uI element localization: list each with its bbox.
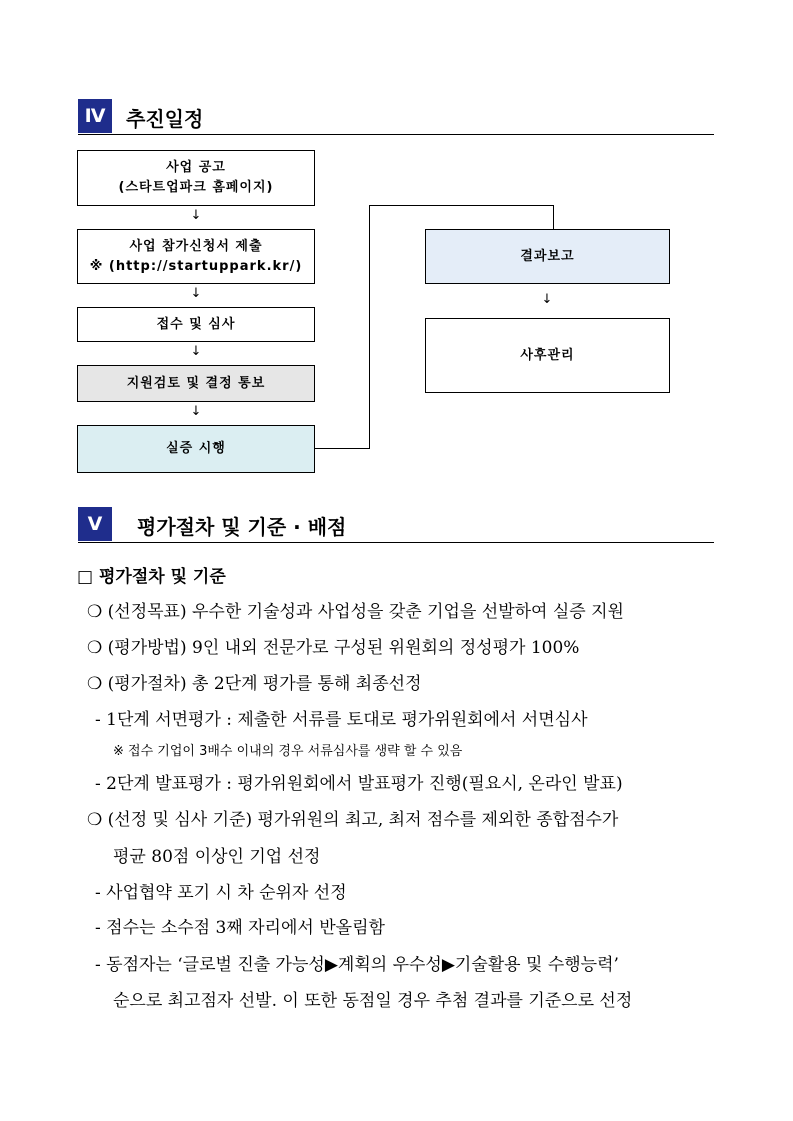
arrow-down-icon: ↓ (541, 292, 553, 307)
arrow-down-icon: ↓ (190, 344, 202, 359)
section-number-badge: Ⅳ (78, 99, 112, 133)
dash-line: - 사업협약 포기 시 차 순위자 선정 (95, 883, 347, 903)
dash-line: - 점수는 소수점 3째 자리에서 반올림함 (95, 918, 385, 938)
continuation-line: 평균 80점 이상인 기업 선정 (113, 847, 321, 867)
flow-step-label: 사업 참가신청서 제출 (129, 238, 263, 254)
dash-line: - 2단계 발표평가 : 평가위원회에서 발표평가 진행(필요시, 온라인 발표) (95, 774, 623, 794)
flow-step-sublabel: ※ (http://startuppark.kr/) (89, 258, 303, 274)
flow-step-label: 지원검토 및 결정 통보 (126, 375, 266, 391)
flow-step-label: 결과보고 (520, 248, 575, 264)
flow-step-announcement (77, 150, 315, 206)
connector-line (369, 205, 370, 449)
flow-step-label: 실증 시행 (166, 441, 226, 456)
continuation-line: 순으로 최고점자 선발. 이 또한 동점일 경우 추첨 결과를 기준으로 선정 (113, 991, 633, 1011)
flow-step-report (425, 229, 670, 284)
dash-line: - 1단계 서면평가 : 제출한 서류를 토대로 평가위원회에서 서면심사 (95, 710, 588, 730)
connector-line (553, 205, 554, 230)
arrow-down-icon: ↓ (190, 286, 202, 301)
arrow-down-icon: ↓ (190, 404, 202, 419)
connector-line (315, 448, 370, 449)
flow-step-review (77, 307, 315, 342)
flow-step-application (77, 229, 315, 284)
flow-step-label: 사후관리 (520, 347, 575, 363)
bullet-line: ❍ (평가절차) 총 2단계 평가를 통해 최종선정 (87, 674, 422, 694)
sub-heading: □ 평가절차 및 기준 (77, 567, 226, 587)
bullet-line: ❍ (선정 및 심사 기준) 평가위원의 최고, 최저 점수를 제외한 종합점수가 (87, 810, 619, 830)
note-line: ※ 접수 기업이 3배수 이내의 경우 서류심사를 생략 할 수 있음 (113, 744, 463, 759)
connector-line (369, 205, 554, 206)
flow-step-label: 사업 공고 (166, 160, 226, 175)
section-divider (78, 542, 714, 543)
flow-step-label: 접수 및 심사 (156, 316, 236, 332)
bullet-line: ❍ (선정목표) 우수한 기술성과 사업성을 갖춘 기업을 선발하여 실증 지원 (87, 602, 624, 622)
bullet-line: ❍ (평가방법) 9인 내외 전문가로 구성된 위원회의 정성평가 100% (87, 638, 580, 658)
section-title: 추진일정 (126, 107, 204, 131)
flow-step-aftercare (425, 318, 670, 393)
dash-line: - 동점자는 ‘글로벌 진출 가능성▶계획의 우수성▶기술활용 및 수행능력’ (95, 955, 619, 975)
flow-step-decision (77, 365, 315, 402)
section-number-badge: Ⅴ (78, 507, 112, 541)
section-divider (78, 134, 714, 135)
arrow-down-icon: ↓ (190, 208, 202, 223)
section-title: 평가절차 및 기준 · 배점 (137, 515, 347, 539)
flow-step-sublabel: (스타트업파크 홈페이지) (118, 180, 274, 195)
flow-step-execution (77, 425, 315, 473)
